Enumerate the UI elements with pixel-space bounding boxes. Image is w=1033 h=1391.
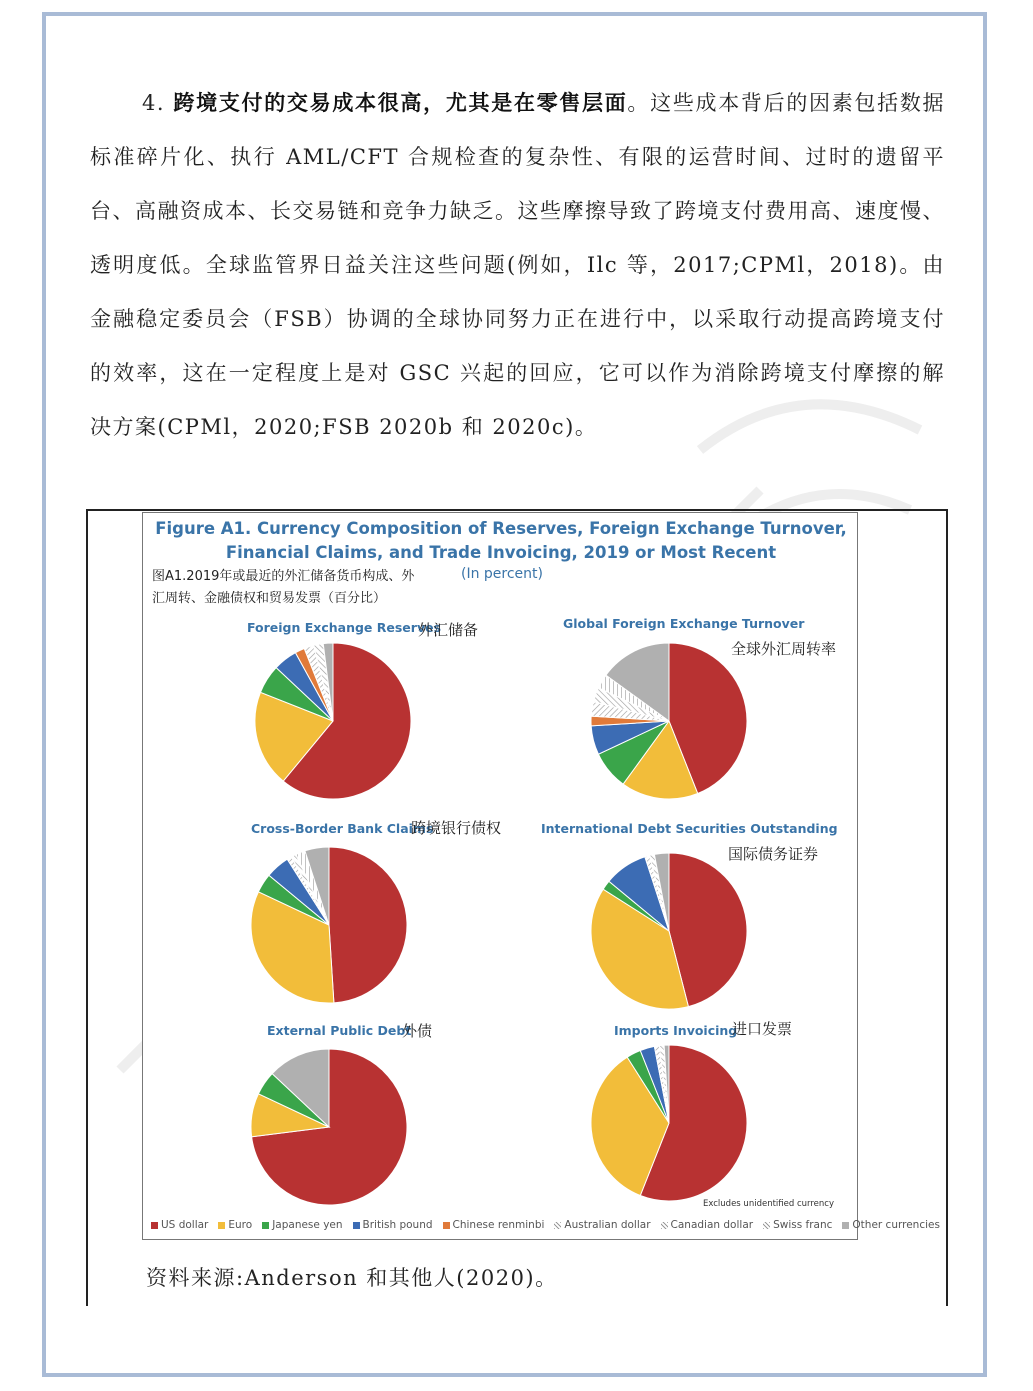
- legend-swatch: [763, 1222, 770, 1229]
- legend-swatch: [151, 1222, 158, 1229]
- pie-title-cn-public-debt: 外债: [402, 1022, 433, 1040]
- figure-note: Excludes unidentified currency: [703, 1199, 834, 1209]
- legend-label: British pound: [362, 1219, 433, 1231]
- legend-label: Other currencies: [852, 1219, 940, 1231]
- pie-title-public-debt: External Public Debt: [267, 1023, 412, 1038]
- paragraph-number: 4.: [142, 91, 174, 115]
- legend-item-swiss-franc: [763, 1219, 832, 1231]
- legend-label: Euro: [228, 1219, 253, 1231]
- legend-item-chinese-renminbi: [443, 1219, 545, 1231]
- figure-subtitle-en: (In percent): [461, 566, 543, 582]
- pie-slice-us-dollar: [329, 847, 407, 1003]
- legend-item-other-currencies: [842, 1219, 940, 1231]
- pie-title-reserves: Foreign Exchange Reserves: [247, 620, 442, 635]
- pie-title-cn-bank-claims: 跨境银行债权: [411, 819, 502, 837]
- figure-subtitle-cn-line2: 汇周转、金融债权和贸易发票（百分比）: [152, 591, 387, 606]
- legend-label: US dollar: [161, 1219, 209, 1231]
- legend-label: Japanese yen: [272, 1219, 343, 1231]
- legend-swatch: [661, 1222, 668, 1229]
- figure-panel: [142, 512, 940, 1240]
- pie-chart-fx-turnover: [589, 641, 749, 801]
- legend-item-australian-dollar: [554, 1219, 650, 1231]
- paragraph-text: 。这些成本背后的因素包括数据标准碎片化、执行 AML/CFT 合规检查的复杂性、有限的运营时间、过时的遗留平台、高融资成本、长交易链和竞争力缺乏。这些摩擦导致了跨境支付费用高、速度慢、透明度低。全球监管界日益关注这些问题(例如，Ilc 等，2017;CPMl，2018)。由金融稳定委员会（FSB）协调的全球协同努力正在进行中，以采取行动提高跨境支付的效率，这在一定程度上是对 GSC 兴起的回应，它可以作为消除跨境支付摩擦的解决方案(CPMl，2020;FSB 2020b 和 2020c)。: [90, 91, 946, 439]
- legend-swatch: [554, 1222, 561, 1229]
- legend-label: Canadian dollar: [670, 1219, 754, 1231]
- pie-title-cn-debt-securities: 国际债务证券: [728, 845, 819, 863]
- legend-swatch: [353, 1222, 360, 1229]
- figure-title-line2: Financial Claims, and Trade Invoicing, 2019 or Most Recent: [225, 543, 777, 562]
- pie-chart-bank-claims: [249, 845, 409, 1005]
- figure-legend: [151, 1219, 940, 1231]
- pie-chart-imports: [589, 1043, 749, 1203]
- legend-item-euro: [218, 1219, 252, 1231]
- pie-title-debt-securities: International Debt Securities Outstanding: [541, 821, 838, 836]
- pie-chart-public-debt: [249, 1047, 409, 1207]
- pie-chart-reserves: [253, 641, 413, 801]
- pie-title-imports: Imports Invoicing: [614, 1023, 738, 1038]
- pie-title-cn-imports: 进口发票: [732, 1020, 793, 1038]
- source-line: 资料来源:Anderson 和其他人(2020)。: [146, 1266, 558, 1290]
- legend-swatch: [443, 1222, 450, 1229]
- body-paragraph: [90, 76, 945, 454]
- pie-title-bank-claims: Cross-Border Bank Claims: [251, 821, 434, 836]
- legend-item-japanese-yen: [262, 1219, 342, 1231]
- legend-label: Australian dollar: [564, 1219, 651, 1231]
- figure-subtitle-cn-line1: 图A1.2019年或最近的外汇储备货币构成、外: [152, 569, 415, 584]
- pie-title-fx-turnover: Global Foreign Exchange Turnover: [563, 616, 805, 631]
- legend-label: Swiss franc: [773, 1219, 833, 1231]
- legend-item-canadian-dollar: [661, 1219, 754, 1231]
- legend-swatch: [218, 1222, 225, 1229]
- pie-title-cn-reserves: 外汇储备: [418, 621, 479, 639]
- pie-title-cn-fx-turnover: 全球外汇周转率: [731, 640, 837, 658]
- pie-chart-debt-securities: [589, 851, 749, 1011]
- paragraph-bold-lead: 跨境支付的交易成本很高，尤其是在零售层面: [173, 90, 628, 115]
- figure-title-line1: Figure A1. Currency Composition of Reserves, Foreign Exchange Turnover,: [155, 519, 847, 538]
- legend-label: Chinese renminbi: [452, 1219, 545, 1231]
- legend-swatch: [262, 1222, 269, 1229]
- legend-swatch: [842, 1222, 849, 1229]
- legend-item-british-pound: [353, 1219, 433, 1231]
- legend-item-us-dollar: [151, 1219, 208, 1231]
